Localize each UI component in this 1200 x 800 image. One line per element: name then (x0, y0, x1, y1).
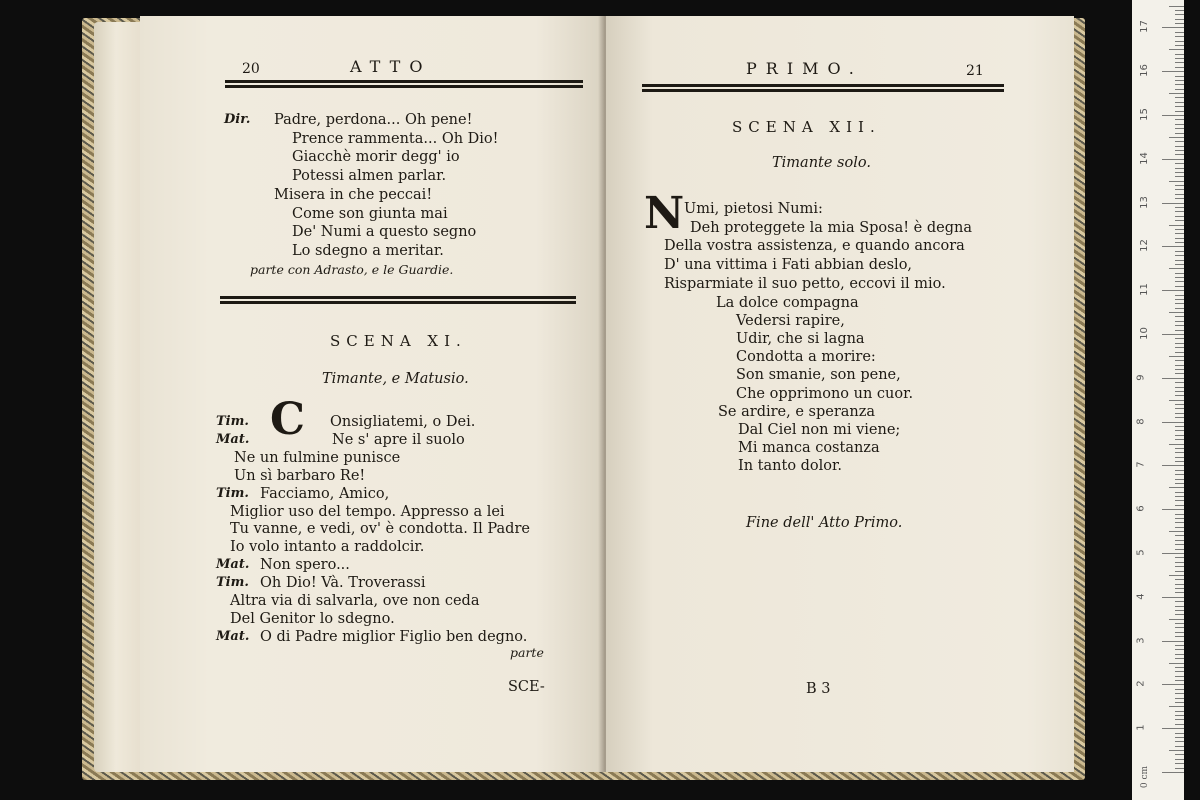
ruler-tick (1162, 597, 1184, 598)
right-page (606, 16, 1074, 772)
ruler-tick (1162, 159, 1184, 160)
dialogue-line: Oh Dio! Và. Troverassi (260, 575, 426, 592)
ruler-tick (1175, 430, 1184, 431)
ruler-tick (1175, 711, 1184, 712)
ruler-tick (1175, 303, 1184, 304)
ruler-number: 1 (1135, 724, 1147, 731)
ruler-number: 9 (1135, 374, 1147, 381)
ruler-tick (1175, 97, 1184, 98)
ruler-tick (1175, 763, 1184, 764)
ruler-tick (1162, 27, 1184, 28)
ruler-tick (1175, 557, 1184, 558)
ruler-tick (1175, 194, 1184, 195)
ruler-tick (1169, 575, 1184, 576)
ruler-tick (1175, 435, 1184, 436)
ruler-tick (1175, 614, 1184, 615)
ruler-tick (1175, 84, 1184, 85)
ruler-tick (1175, 106, 1184, 107)
ruler-number: 13 (1138, 195, 1150, 209)
right-running-head: PRIMO. (746, 59, 863, 78)
ruler-tick (1175, 671, 1184, 672)
ruler-number: 4 (1135, 593, 1147, 600)
dialogue-line: Miglior uso del tempo. Appresso a lei (230, 503, 505, 520)
ruler-tick (1175, 176, 1184, 177)
aria-line: In tanto dolor. (738, 457, 842, 474)
ruler-tick (1175, 492, 1184, 493)
ruler-tick (1175, 154, 1184, 155)
dialogue-line: Altra via di salvarla, ove non ceda (230, 593, 480, 609)
scene-xii-heading: SCENA XII. (732, 118, 881, 136)
ruler-tick (1175, 260, 1184, 261)
ruler-tick (1175, 505, 1184, 506)
ruler-number: 2 (1135, 680, 1147, 688)
exit-direction: parte con Adrasto, e le Guardie. (250, 262, 454, 277)
ruler-tick (1175, 23, 1184, 24)
ruler-tick (1175, 584, 1184, 585)
ruler-tick (1175, 76, 1184, 77)
ruler-number: 10 (1138, 327, 1150, 340)
ruler-tick (1175, 737, 1184, 738)
ruler-tick (1169, 619, 1184, 620)
ruler-tick (1175, 32, 1184, 33)
ruler-tick (1175, 299, 1184, 300)
ruler-tick (1175, 382, 1184, 383)
ruler-tick (1175, 198, 1184, 199)
ruler-tick (1162, 422, 1184, 423)
ruler-tick (1175, 404, 1184, 405)
ruler-tick (1175, 470, 1184, 471)
ruler-tick (1175, 10, 1184, 11)
ruler-tick (1175, 89, 1184, 90)
ruler-tick (1175, 229, 1184, 230)
ruler-tick (1175, 457, 1184, 458)
ruler-tick (1175, 251, 1184, 252)
ruler-number: 7 (1135, 461, 1147, 469)
aria-line: Mi manca costanza (738, 439, 880, 456)
ruler-tick (1175, 128, 1184, 129)
ruler-tick (1169, 356, 1184, 357)
ruler-tick (1175, 277, 1184, 278)
ruler-tick (1175, 163, 1184, 164)
ruler-tick (1169, 487, 1184, 488)
ruler-tick (1169, 181, 1184, 182)
ruler-tick (1175, 391, 1184, 392)
ruler-tick (1169, 750, 1184, 751)
ruler-tick (1175, 479, 1184, 480)
stage-parte: parte (510, 645, 544, 660)
ruler-tick (1175, 439, 1184, 440)
ruler-tick (1175, 658, 1184, 659)
ruler-tick (1175, 676, 1184, 677)
ruler-tick (1175, 185, 1184, 186)
ruler-tick (1175, 426, 1184, 427)
ruler-number: 17 (1138, 20, 1150, 34)
act-end: Fine dell' Atto Primo. (746, 515, 903, 531)
measuring-ruler (1132, 0, 1184, 800)
ruler-tick (1175, 360, 1184, 361)
ruler-tick (1175, 54, 1184, 55)
ruler-tick (1175, 544, 1184, 545)
ruler-tick (1175, 321, 1184, 322)
ruler-tick (1175, 579, 1184, 580)
recitative-line: Umi, pietosi Numi: (684, 201, 823, 217)
dialogue-speaker: Mat. (216, 628, 250, 644)
ruler-tick (1175, 768, 1184, 769)
ruler-tick (1162, 203, 1184, 204)
dir-line: Potessi almen parlar. (292, 168, 447, 185)
ruler-tick (1162, 378, 1184, 379)
aria-line: Condotta a morire: (736, 349, 876, 366)
ruler-tick (1175, 62, 1184, 63)
ruler-tick (1175, 759, 1184, 760)
ruler-tick (1175, 365, 1184, 366)
recitative-line: D' una vittima i Fati abbian deslo, (664, 257, 913, 274)
ruler-tick (1175, 715, 1184, 716)
dialogue-line: Non spero... (260, 557, 350, 574)
ruler-tick (1169, 268, 1184, 269)
ruler-tick (1175, 119, 1184, 120)
ruler-tick (1162, 465, 1184, 466)
dialogue-speaker: Tim. (216, 485, 249, 501)
ruler-tick (1175, 80, 1184, 81)
ruler-tick (1175, 19, 1184, 20)
dialogue-speaker: Tim. (216, 575, 249, 591)
ruler-tick (1162, 509, 1184, 510)
ruler-tick (1175, 133, 1184, 134)
ruler-tick (1175, 522, 1184, 523)
ruler-tick (1175, 636, 1184, 637)
ruler-tick (1175, 102, 1184, 103)
ruler-number: 8 (1135, 417, 1147, 425)
ruler-tick (1169, 312, 1184, 313)
dir-line: Prence rammenta... Oh Dio! (292, 130, 499, 147)
ruler-tick (1175, 369, 1184, 370)
dir-line: Giacchè morir degg' io (292, 149, 460, 166)
ruler-tick (1175, 448, 1184, 449)
ruler-tick (1175, 719, 1184, 720)
ruler-tick (1162, 71, 1184, 72)
ruler-tick (1162, 334, 1184, 335)
ruler-number: 3 (1135, 636, 1147, 644)
dialogue-speaker: Mat. (216, 431, 250, 447)
aria-line: Che opprimono un cuor. (736, 385, 914, 402)
aria-line: Vedersi rapire, (736, 313, 845, 330)
ruler-tick (1175, 649, 1184, 650)
ruler-tick (1175, 667, 1184, 668)
ruler-tick (1175, 325, 1184, 326)
ruler-tick (1175, 592, 1184, 593)
ruler-tick (1175, 45, 1184, 46)
recitative-line: Della vostra assistenza, e quando ancora (664, 238, 965, 255)
ruler-tick (1175, 189, 1184, 190)
ruler-tick (1175, 41, 1184, 42)
scene-xi-characters: Timante, e Matusio. (322, 371, 469, 387)
ruler-tick (1175, 566, 1184, 567)
ruler-tick (1175, 623, 1184, 624)
dropcap-n: N (644, 188, 685, 239)
ruler-tick (1175, 689, 1184, 690)
ruler-tick (1175, 233, 1184, 234)
ruler-tick (1175, 588, 1184, 589)
ruler-tick (1175, 273, 1184, 274)
ruler-number: 15 (1138, 108, 1150, 121)
ruler-tick (1175, 741, 1184, 742)
ruler-tick (1175, 238, 1184, 239)
dialogue-line: Facciamo, Amico, (260, 485, 390, 502)
right-head-rule (642, 84, 1004, 87)
ruler-tick (1175, 281, 1184, 282)
ruler-tick (1175, 14, 1184, 15)
ruler-number: 6 (1135, 505, 1147, 512)
ruler-tick (1175, 496, 1184, 497)
ruler-tick (1175, 343, 1184, 344)
ruler-tick (1175, 408, 1184, 409)
scene-xii-characters: Timante solo. (772, 155, 871, 171)
dialogue-line: O di Padre miglior Figlio ben degno. (260, 628, 528, 645)
ruler-tick (1175, 500, 1184, 501)
ruler-tick (1175, 413, 1184, 414)
ruler-tick (1175, 352, 1184, 353)
ruler-tick (1175, 316, 1184, 317)
ruler-tick (1175, 645, 1184, 646)
ruler-tick (1169, 49, 1184, 50)
ruler-tick (1175, 330, 1184, 331)
ruler-tick (1175, 338, 1184, 339)
ruler-number: 16 (1138, 64, 1150, 78)
ruler-tick (1175, 518, 1184, 519)
ruler-tick (1175, 527, 1184, 528)
ruler-tick (1162, 115, 1184, 116)
dialogue-line: Ne s' apre il suolo (332, 431, 465, 448)
ruler-tick (1175, 347, 1184, 348)
ruler-tick (1169, 706, 1184, 707)
left-head-rule (225, 80, 583, 83)
ruler-tick (1169, 137, 1184, 138)
ruler-tick (1175, 698, 1184, 699)
dialogue-speaker: Mat. (216, 557, 250, 573)
ruler-tick (1175, 67, 1184, 68)
ruler-tick (1175, 680, 1184, 681)
ruler-tick (1175, 373, 1184, 374)
ruler-tick (1175, 146, 1184, 147)
ruler-number: 5 (1135, 549, 1147, 556)
ruler-tick (1175, 286, 1184, 287)
ruler-unit: 0 cm (1140, 765, 1151, 789)
ruler-tick (1175, 295, 1184, 296)
recitative-line: Deh proteggete la mia Sposa! è degna (690, 219, 972, 236)
signature-mark: B 3 (806, 681, 831, 697)
ruler-tick (1175, 627, 1184, 628)
ruler-tick (1162, 728, 1184, 729)
ruler-tick (1169, 6, 1184, 7)
dialogue-line: Un sì barbaro Re! (234, 467, 366, 484)
dir-line: Lo sdegno a meritar. (292, 242, 444, 259)
dialogue-speaker: Tim. (216, 414, 249, 429)
scene-xi-heading: SCENA XI. (330, 332, 467, 350)
ruler-tick (1175, 724, 1184, 725)
ruler-tick (1169, 531, 1184, 532)
ruler-tick (1175, 387, 1184, 388)
ruler-number: 12 (1138, 239, 1150, 253)
left-running-head: ATTO (350, 57, 432, 76)
ruler-tick (1162, 684, 1184, 685)
ruler-tick (1175, 211, 1184, 212)
ruler-tick (1175, 111, 1184, 112)
ruler-tick (1175, 514, 1184, 515)
ruler-tick (1175, 395, 1184, 396)
dir-line: Come son giunta mai (292, 205, 448, 222)
dialogue-line: Tu vanne, e vedi, ov' è condotta. Il Padre (230, 521, 530, 538)
ruler-tick (1175, 754, 1184, 755)
ruler-tick (1175, 417, 1184, 418)
right-page-number: 21 (966, 63, 984, 79)
dir-speaker: Dir. (224, 112, 251, 127)
ruler-tick (1175, 36, 1184, 37)
ruler-tick (1162, 772, 1184, 773)
ruler-tick (1175, 535, 1184, 536)
aria-line: La dolce compagna (716, 295, 859, 311)
ruler-tick (1175, 474, 1184, 475)
ruler-tick (1175, 150, 1184, 151)
ruler-number: 14 (1138, 151, 1150, 165)
ruler-number: 11 (1138, 283, 1150, 297)
ruler-tick (1175, 207, 1184, 208)
ruler-tick (1175, 654, 1184, 655)
ruler-tick (1175, 220, 1184, 221)
ruler-tick (1175, 216, 1184, 217)
ruler-tick (1175, 601, 1184, 602)
aria-line: Dal Ciel non mi viene; (738, 421, 901, 438)
aria-line: Udir, che si lagna (736, 331, 865, 348)
ruler-tick (1175, 733, 1184, 734)
ruler-tick (1162, 246, 1184, 247)
ruler-tick (1175, 264, 1184, 265)
left-page-number: 20 (242, 61, 260, 77)
dir-line: De' Numi a questo segno (292, 224, 477, 241)
aria-line: Se ardire, e speranza (718, 403, 876, 420)
ruler-tick (1162, 290, 1184, 291)
ruler-tick (1175, 549, 1184, 550)
left-scene-rule (220, 296, 576, 299)
ruler-tick (1169, 444, 1184, 445)
ruler-tick (1175, 172, 1184, 173)
catchword: SCE- (508, 679, 545, 695)
dialogue-line: Del Genitor lo sdegno. (230, 610, 395, 627)
ruler-tick (1175, 242, 1184, 243)
ruler-tick (1175, 483, 1184, 484)
ruler-tick (1175, 632, 1184, 633)
ruler-tick (1175, 461, 1184, 462)
ruler-tick (1175, 452, 1184, 453)
dir-line: Misera in che peccai! (274, 186, 433, 203)
ruler-tick (1175, 124, 1184, 125)
ruler-tick (1175, 746, 1184, 747)
ruler-tick (1169, 400, 1184, 401)
ruler-tick (1169, 93, 1184, 94)
ruler-tick (1175, 610, 1184, 611)
dialogue-line: Ne un fulmine punisce (234, 449, 401, 466)
ruler-tick (1175, 168, 1184, 169)
ruler-tick (1175, 702, 1184, 703)
aria-line: Son smanie, son pene, (736, 367, 901, 384)
dialogue-line: Io volo intanto a raddolcir. (230, 539, 425, 556)
ruler-tick (1175, 606, 1184, 607)
ruler-tick (1175, 693, 1184, 694)
ruler-tick (1175, 562, 1184, 563)
ruler-tick (1175, 308, 1184, 309)
dropcap-c: C (270, 394, 306, 445)
ruler-tick (1169, 225, 1184, 226)
ruler-tick (1175, 58, 1184, 59)
ruler-tick (1162, 553, 1184, 554)
ruler-tick (1162, 641, 1184, 642)
dir-line: Padre, perdona... Oh pene! (274, 112, 473, 128)
dialogue-line: Onsigliatemi, o Dei. (330, 414, 476, 430)
ruler-tick (1175, 255, 1184, 256)
ruler-tick (1169, 663, 1184, 664)
ruler-tick (1175, 141, 1184, 142)
ruler-tick (1175, 571, 1184, 572)
recitative-line: Risparmiate il suo petto, eccovi il mio. (664, 275, 946, 292)
ruler-tick (1175, 540, 1184, 541)
left-page (140, 16, 606, 772)
